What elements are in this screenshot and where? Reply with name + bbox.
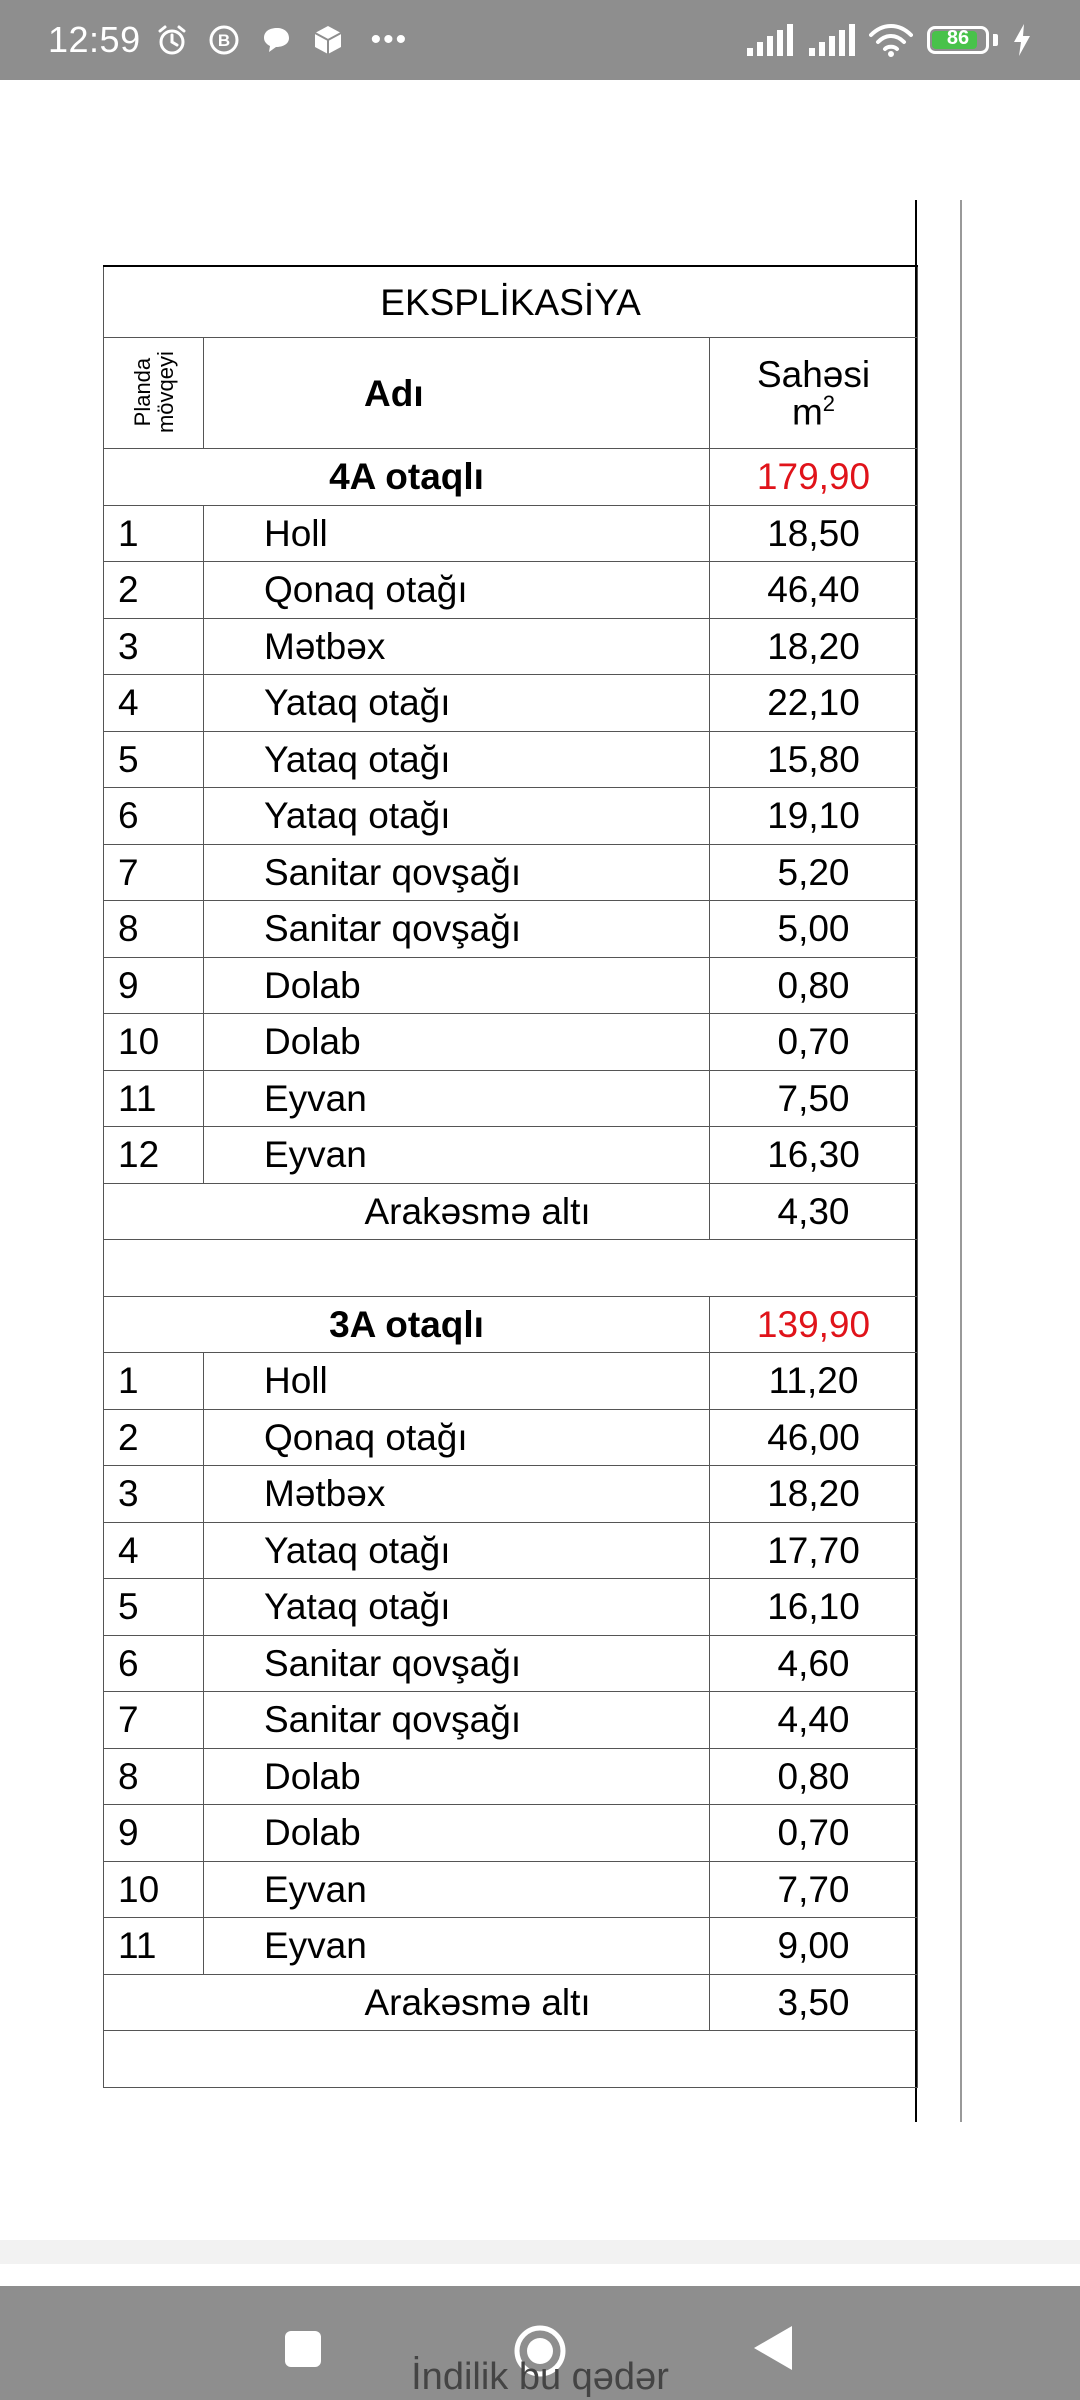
table-title: EKSPLİKASİYA — [104, 266, 918, 338]
table-row — [104, 1748, 918, 1805]
room-name: Mətbəx — [204, 618, 710, 675]
room-number: 4 — [104, 1522, 204, 1579]
blank-cell — [104, 2031, 918, 2088]
frame-line-outer — [960, 200, 962, 2122]
room-number: 11 — [104, 1918, 204, 1975]
table-row — [104, 1014, 918, 1071]
table-row — [104, 618, 918, 675]
blank-row — [104, 2031, 918, 2088]
room-area: 0,80 — [710, 1748, 918, 1805]
room-name: Yataq otağı — [204, 675, 710, 732]
room-number: 3 — [104, 618, 204, 675]
room-area: 0,70 — [710, 1014, 918, 1071]
table-row — [104, 1635, 918, 1692]
position-header-line1: Planda — [129, 357, 155, 427]
section-total-area: 139,90 — [710, 1296, 918, 1353]
table-title-row — [104, 266, 918, 338]
status-system-icons — [745, 23, 1032, 57]
room-name: Sanitar qovşağı — [204, 1692, 710, 1749]
table-row — [104, 1353, 918, 1410]
room-number: 7 — [104, 844, 204, 901]
table-row — [104, 1805, 918, 1862]
room-name: Eyvan — [204, 1861, 710, 1918]
table-row — [104, 731, 918, 788]
name-header: Adı — [204, 338, 710, 449]
table-row — [104, 957, 918, 1014]
room-name: Mətbəx — [204, 1466, 710, 1523]
room-area: 46,00 — [710, 1409, 918, 1466]
room-number: 2 — [104, 562, 204, 619]
room-name: Eyvan — [204, 1127, 710, 1184]
signal-icon — [807, 24, 855, 56]
room-area: 9,00 — [710, 1918, 918, 1975]
area-header-line1: Sahəsi — [756, 353, 871, 395]
table-row — [104, 505, 918, 562]
room-number: 9 — [104, 1805, 204, 1862]
section-header-row — [104, 1296, 918, 1353]
svg-text:B: B — [217, 31, 230, 50]
battery-level-text: 86 — [946, 27, 970, 49]
partition-name: Arakəsmə altı — [204, 1974, 710, 2031]
room-number: 1 — [104, 505, 204, 562]
room-name: Sanitar qovşağı — [204, 1635, 710, 1692]
room-name: Dolab — [204, 957, 710, 1014]
page-bottom-strip — [0, 2240, 1080, 2264]
room-number: 12 — [104, 1127, 204, 1184]
section-header-row — [104, 449, 918, 506]
blank-row — [104, 1240, 918, 1297]
room-name: Holl — [204, 1353, 710, 1410]
room-area: 18,20 — [710, 618, 918, 675]
room-number: 5 — [104, 731, 204, 788]
table-row — [104, 1522, 918, 1579]
more-notifications-icon: ••• — [370, 23, 409, 56]
room-name: Dolab — [204, 1748, 710, 1805]
status-time: 12:59 — [48, 19, 141, 60]
table-row — [104, 901, 918, 958]
room-area: 5,00 — [710, 901, 918, 958]
table-row — [104, 1861, 918, 1918]
partition-empty-cell — [104, 1974, 204, 2031]
battery-indicator — [927, 26, 989, 54]
table-row — [104, 788, 918, 845]
partition-area: 4,30 — [710, 1183, 918, 1240]
room-area: 7,70 — [710, 1861, 918, 1918]
room-name: Yataq otağı — [204, 1522, 710, 1579]
room-number: 10 — [104, 1014, 204, 1071]
room-number: 4 — [104, 675, 204, 732]
b-badge-icon — [207, 23, 241, 57]
room-number: 5 — [104, 1579, 204, 1636]
room-name: Eyvan — [204, 1918, 710, 1975]
chat-bubble-icon — [259, 23, 293, 57]
room-area: 5,20 — [710, 844, 918, 901]
partition-empty-cell — [104, 1183, 204, 1240]
room-name: Yataq otağı — [204, 1579, 710, 1636]
section-total-area: 179,90 — [710, 449, 918, 506]
battery-cap — [993, 34, 998, 46]
partition-name: Arakəsmə altı — [204, 1183, 710, 1240]
room-number: 9 — [104, 957, 204, 1014]
room-name: Qonaq otağı — [204, 562, 710, 619]
room-area: 4,40 — [710, 1692, 918, 1749]
room-area: 15,80 — [710, 731, 918, 788]
area-header-line2: m — [791, 391, 823, 433]
table-row — [104, 675, 918, 732]
room-area: 18,50 — [710, 505, 918, 562]
section-title: 3A otaqlı — [104, 1296, 710, 1353]
room-name: Eyvan — [204, 1070, 710, 1127]
room-area: 0,70 — [710, 1805, 918, 1862]
room-number: 2 — [104, 1409, 204, 1466]
area-header-sup: 2 — [822, 390, 836, 416]
section-title: 4A otaqlı — [104, 449, 710, 506]
room-name: Yataq otağı — [204, 731, 710, 788]
charging-icon — [1012, 24, 1032, 56]
room-area: 16,10 — [710, 1579, 918, 1636]
table-row — [104, 1466, 918, 1523]
box-icon — [311, 23, 345, 57]
table-header-row — [104, 338, 918, 449]
table-row — [104, 562, 918, 619]
room-number: 10 — [104, 1861, 204, 1918]
table-row — [104, 1409, 918, 1466]
room-area: 0,80 — [710, 957, 918, 1014]
room-name: Holl — [204, 505, 710, 562]
table-row — [104, 1127, 918, 1184]
room-number: 8 — [104, 1748, 204, 1805]
signal-icon — [745, 24, 793, 56]
room-name: Yataq otağı — [204, 788, 710, 845]
table-row — [104, 844, 918, 901]
status-notification-icons — [155, 23, 409, 57]
area-header — [710, 338, 918, 449]
status-bar — [0, 0, 1080, 80]
room-area: 4,60 — [710, 1635, 918, 1692]
room-name: Sanitar qovşağı — [204, 844, 710, 901]
room-area: 7,50 — [710, 1070, 918, 1127]
position-header — [104, 338, 204, 449]
position-header-line2: mövqeyi — [152, 351, 178, 434]
room-name: Dolab — [204, 1014, 710, 1071]
bottom-overlay-text: İndilik bu qədər — [411, 2356, 669, 2398]
blank-cell — [104, 1240, 918, 1297]
explication-table — [103, 265, 918, 2088]
room-number: 8 — [104, 901, 204, 958]
room-name: Dolab — [204, 1805, 710, 1862]
table-row — [104, 1918, 918, 1975]
table-row — [104, 1070, 918, 1127]
partition-row — [104, 1183, 918, 1240]
room-area: 18,20 — [710, 1466, 918, 1523]
partition-row — [104, 1974, 918, 2031]
table-row — [104, 1692, 918, 1749]
room-area: 22,10 — [710, 675, 918, 732]
room-area: 11,20 — [710, 1353, 918, 1410]
room-number: 7 — [104, 1692, 204, 1749]
room-area: 17,70 — [710, 1522, 918, 1579]
room-number: 11 — [104, 1070, 204, 1127]
room-area: 16,30 — [710, 1127, 918, 1184]
room-number: 1 — [104, 1353, 204, 1410]
room-number: 6 — [104, 1635, 204, 1692]
room-number: 3 — [104, 1466, 204, 1523]
alarm-icon — [155, 23, 189, 57]
wifi-icon — [869, 23, 913, 57]
table-row — [104, 1579, 918, 1636]
room-area: 19,10 — [710, 788, 918, 845]
room-number: 6 — [104, 788, 204, 845]
partition-area: 3,50 — [710, 1974, 918, 2031]
room-name: Qonaq otağı — [204, 1409, 710, 1466]
room-area: 46,40 — [710, 562, 918, 619]
room-name: Sanitar qovşağı — [204, 901, 710, 958]
